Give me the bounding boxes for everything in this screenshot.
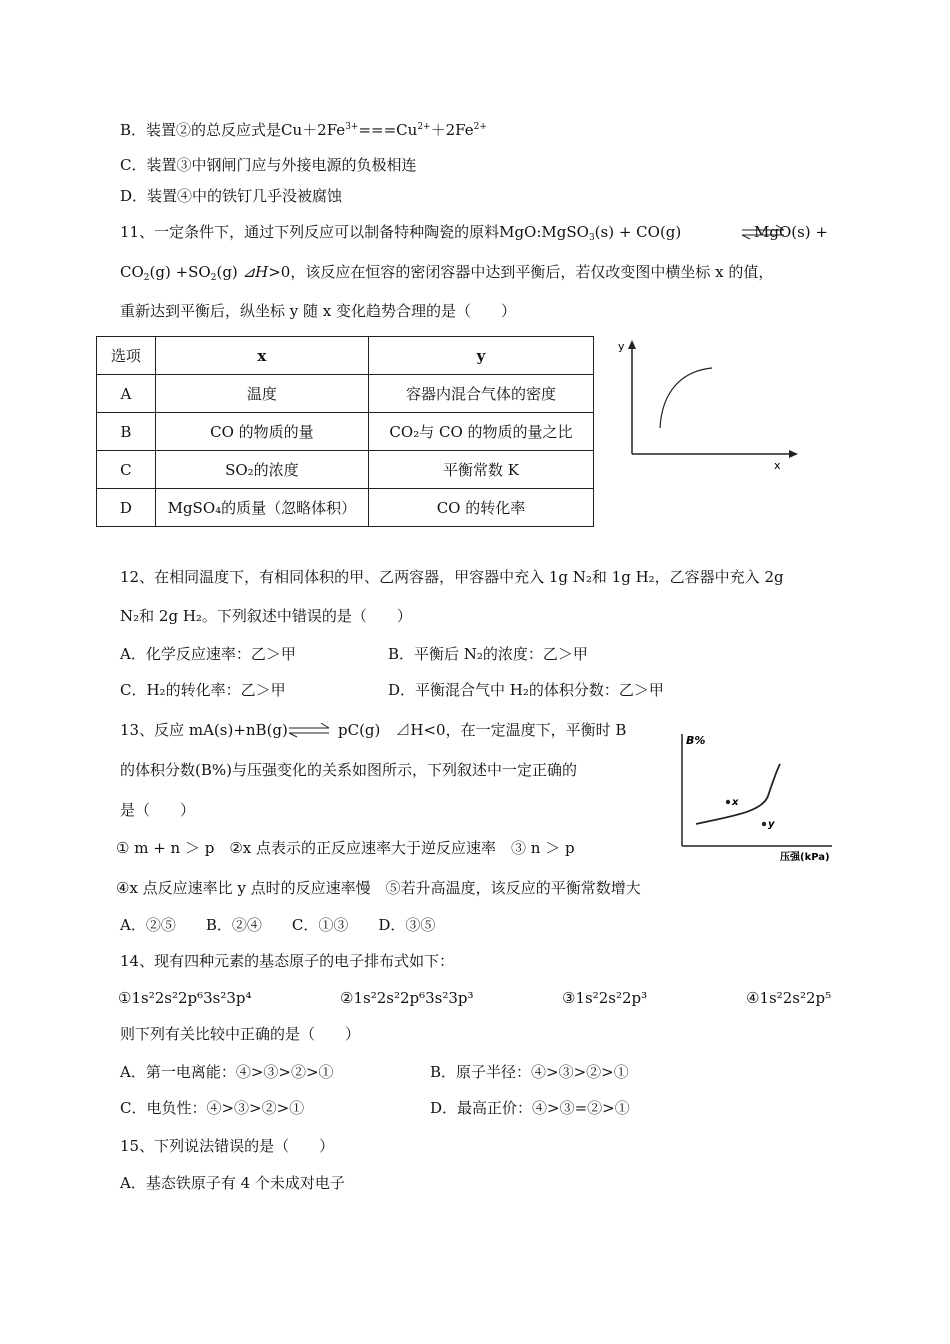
q13-options: A．②⑤ B．②④ C．①③ D．③⑤ bbox=[120, 916, 436, 934]
table-cell: B bbox=[97, 413, 156, 451]
q13-line5: ④x 点反应速率比 y 点时的反应速率慢 ⑤若升高温度，该反应的平衡常数增大 bbox=[116, 879, 641, 897]
q10-b-sup1: 3+ bbox=[345, 122, 359, 132]
q10-b-sup3: 2+ bbox=[473, 122, 487, 132]
q14-line3: 则下列有关比较中正确的是（ ） bbox=[120, 1025, 361, 1043]
table-header-cell: y bbox=[368, 337, 593, 375]
table-row bbox=[97, 451, 594, 489]
q12-option-b: B．平衡后 N₂的浓度：乙＞甲 bbox=[388, 645, 588, 663]
q14-line1: 14、现有四种元素的基态原子的电子排布式如下： bbox=[120, 952, 455, 970]
q15-option-a: A．基态铁原子有 4 个未成对电子 bbox=[120, 1174, 345, 1192]
q11-line2-d: >0，该反应在恒容的密闭容器中达到平衡后，若仅改变图中横坐标 x 的值， bbox=[268, 263, 774, 281]
y-axis-label: B% bbox=[686, 734, 706, 747]
y-axis-label: y bbox=[618, 340, 625, 353]
table-cell: 容器内混合气体的密度 bbox=[368, 375, 593, 413]
q14-config-4: ④1s²2s²2p⁵ bbox=[746, 989, 832, 1007]
table-row bbox=[97, 375, 594, 413]
q11-option-table bbox=[96, 336, 594, 527]
q10-b-label: B．装置②的总反应式是 bbox=[120, 121, 282, 139]
q10-b-formula-c: ＋2Fe bbox=[430, 121, 474, 139]
q10-b-formula-a: Cu＋2Fe bbox=[281, 121, 346, 139]
q14-config-2: ②1s²2s²2p⁶3s²3p³ bbox=[340, 989, 474, 1007]
table-cell: C bbox=[97, 451, 156, 489]
table-header-cell: x bbox=[155, 337, 368, 375]
q11-line3: 重新达到平衡后，纵坐标 y 随 x 变化趋势合理的是（ ） bbox=[120, 302, 517, 320]
q11-delta-h: ⊿H bbox=[242, 263, 269, 281]
table-cell: A bbox=[97, 375, 156, 413]
q11-line2-c: (g) bbox=[216, 263, 243, 281]
q12-option-a: A．化学反应速率：乙＞甲 bbox=[120, 645, 296, 663]
equilibrium-arrow-icon bbox=[286, 722, 332, 738]
point-y-label: y bbox=[768, 819, 775, 830]
point-y bbox=[762, 822, 766, 826]
table-cell: CO 的转化率 bbox=[368, 489, 593, 527]
table-header-row bbox=[97, 337, 594, 375]
x-axis-label: 压强(kPa) bbox=[780, 852, 830, 863]
q11-line2-sub: 2 bbox=[143, 273, 150, 283]
curve bbox=[660, 368, 712, 428]
q11-line1-sub: 3 bbox=[588, 233, 595, 243]
table-row bbox=[97, 413, 594, 451]
q11-line1-c: MgO(s) + bbox=[754, 223, 828, 241]
q10-b-sup2: 2+ bbox=[417, 122, 431, 132]
table-cell: D bbox=[97, 489, 156, 527]
x-axis-label: x bbox=[774, 459, 781, 471]
q12-line2: N₂和 2g H₂。下列叙述中错误的是（ ） bbox=[120, 607, 412, 625]
q13-line2: 的体积分数(B%)与压强变化的关系如图所示，下列叙述中一定正确的 bbox=[120, 761, 577, 779]
q13-line1-a: 13、反应 mA(s)+nB(g) bbox=[120, 721, 288, 739]
q11-line2 bbox=[120, 262, 773, 282]
q11-line1-b: (s) + CO(g) bbox=[594, 223, 682, 241]
q13-line4: ① m + n ＞ p ②x 点表示的正反应速率大于逆反应速率 ③ n ＞ p bbox=[116, 839, 575, 857]
point-x-label: x bbox=[732, 797, 739, 808]
q11-line1-text: 11、一定条件下，通过下列反应可以制备特种陶瓷的原料MgO:MgSO bbox=[120, 223, 589, 241]
q14-config-1: ①1s²2s²2p⁶3s²3p⁴ bbox=[118, 989, 252, 1007]
table-cell: 温度 bbox=[155, 375, 368, 413]
q14-option-d: D．最高正价：④>③=②>① bbox=[430, 1099, 630, 1117]
table-cell: 平衡常数 K bbox=[368, 451, 593, 489]
q11-line2-sub2: 2 bbox=[210, 273, 217, 283]
q10-option-b bbox=[120, 120, 487, 140]
q11-line1 bbox=[120, 222, 681, 242]
q11-graph bbox=[612, 336, 802, 471]
q10-b-formula-b: ===Cu bbox=[358, 121, 418, 139]
table-cell: SO₂的浓度 bbox=[155, 451, 368, 489]
table-cell: MgSO₄的质量（忽略体积） bbox=[155, 489, 368, 527]
table-row bbox=[97, 489, 594, 527]
curve bbox=[696, 764, 780, 824]
q14-option-b: B．原子半径：④>③>②>① bbox=[430, 1063, 629, 1081]
table-cell: CO 的物质的量 bbox=[155, 413, 368, 451]
table-header-cell: 选项 bbox=[97, 337, 156, 375]
q14-option-a: A．第一电离能：④>③>②>① bbox=[120, 1063, 334, 1081]
q11-line2-b: (g) +SO bbox=[149, 263, 211, 281]
y-axis-arrow-icon bbox=[628, 340, 636, 349]
q12-line1: 12、在相同温度下，有相同体积的甲、乙两容器，甲容器中充入 1g N₂和 1g H₂，乙容器中充入 2g bbox=[120, 568, 784, 586]
q11-line2-a: CO bbox=[120, 263, 144, 281]
q15-line1: 15、下列说法错误的是（ ） bbox=[120, 1137, 335, 1155]
q10-option-c: C．装置③中钢闸门应与外接电源的负极相连 bbox=[120, 156, 417, 174]
q14-option-c: C．电负性：④>③>②>① bbox=[120, 1099, 305, 1117]
point-x bbox=[726, 800, 730, 804]
x-axis-arrow-icon bbox=[789, 450, 798, 458]
table-cell: CO₂与 CO 的物质的量之比 bbox=[368, 413, 593, 451]
q13-line3: 是（ ） bbox=[120, 801, 196, 819]
q14-config-3: ③1s²2s²2p³ bbox=[562, 989, 648, 1007]
q13-line1-b: pC(g) ⊿H<0，在一定温度下，平衡时 B bbox=[338, 721, 627, 739]
q13-graph bbox=[672, 724, 838, 864]
q12-option-d: D．平衡混合气中 H₂的体积分数：乙＞甲 bbox=[388, 681, 664, 699]
q10-option-d: D．装置④中的铁钉几乎没被腐蚀 bbox=[120, 187, 343, 205]
q12-option-c: C．H₂的转化率：乙＞甲 bbox=[120, 681, 286, 699]
